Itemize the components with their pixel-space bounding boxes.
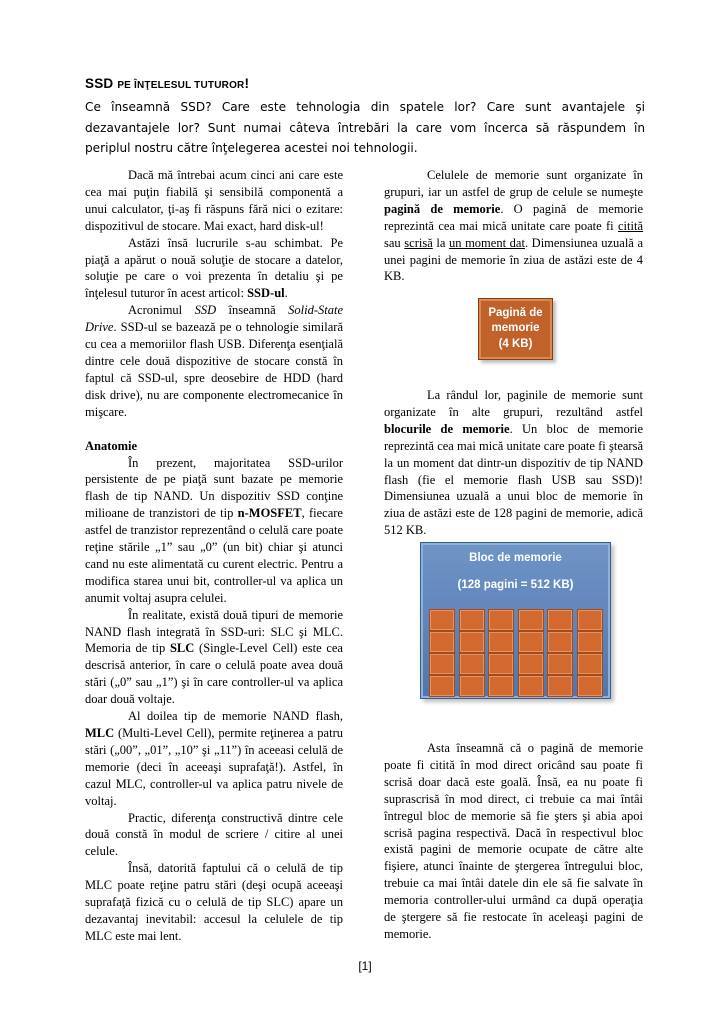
paragraph-text: (Single-Level Cell) este cea descrisă anterior, în care o celulă poate avea două stări („0” sau „1”) şi în care controller-ul va aplica doar două voltaje.: [85, 641, 343, 707]
paragraph-text: . O pagină de memorie reprezintă cea mai mică unitate care poate fi: [384, 201, 643, 233]
page-box-line: Pagină de: [488, 306, 543, 319]
underlined-term: citită: [618, 218, 643, 233]
memory-page-cell: [547, 609, 573, 631]
paragraph: [85, 455, 343, 607]
memory-page-cell: [547, 675, 573, 697]
paragraph: [85, 235, 343, 303]
block-title: Bloc de memorie: [469, 552, 562, 564]
title-end: !: [244, 76, 250, 91]
memory-page-cell: [518, 631, 544, 653]
paragraph: [384, 167, 643, 285]
memory-page-cell: [518, 609, 544, 631]
memory-page-cell: [547, 653, 573, 675]
page-number: [1]: [358, 959, 372, 973]
memory-page-cell: [459, 653, 485, 675]
paragraph-text: La rândul lor, paginile de memorie sunt organizate în alte grupuri, rezultând astfel: [384, 388, 643, 419]
paragraph-text: (Multi-Level Cell), permite reţinerea a patru stări („00”, „01”, „10” şi „11”) în aceeasi celulă de memorie (deci în aceeaşi suprafaţă!). Astfel, în cazul MLC, controller-ul va aplica patru nivele de voltaj.: [85, 726, 343, 808]
paragraph-text: . Un bloc de memorie reprezintă cea mai mică unitate care poate fi ştearsă la un moment dat dintr-un dispozitiv de tip NAND flash (fie el memorie flash USB sau SSD)! Dimensiunea uzuală a unui bloc de memorie în ziua de astăzi este de 128 pagini de memorie, adică 512 KB.: [384, 421, 643, 538]
memory-page-cell: [577, 653, 603, 675]
right-paragraph-erase: [384, 740, 643, 943]
right-paragraph-pages: [384, 167, 643, 285]
memory-page-cell: [488, 631, 514, 653]
memory-page-cell: [459, 609, 485, 631]
bold-term: SSD-ul: [247, 286, 285, 301]
bold-term: pagină de memorie: [384, 201, 501, 216]
paragraph-text: În realitate, există două tipuri de memorie NAND flash integrată în SSD-uri: SLC şi MLC. Memoria de tip: [85, 607, 343, 656]
paragraph-text: , fiecare astfel de tranzistor reprezentând o celulă care poate reţine stările „1” sau „0” (un bit) chiar şi atunci cand nu este alimentată cu curent electric. Pentru a modifica starea unui bit, controller-ul va aplica un anumit voltaj asupra celulei.: [85, 506, 343, 605]
memory-page-cell: [488, 675, 514, 697]
page-box-line: (4 KB): [498, 337, 533, 350]
block-subtitle: (128 pagini = 512 KB): [457, 579, 574, 591]
paragraph: [85, 302, 343, 420]
paragraph-text: sau: [384, 235, 405, 250]
article-title: [85, 76, 655, 91]
paragraph: [85, 607, 343, 708]
paragraph: [85, 708, 343, 809]
intro-paragraph: Ce înseamnă SSD? Care este tehnologia din spatele lor? Care sunt avantajele şi dezavantajele lor? Sunt numai câteva întrebări la care vom încerca să răspundem în periplul nostru către înţelegerea acestei noi tehnologii.: [85, 100, 645, 155]
memory-page-cell: [459, 675, 485, 697]
italic-term: SSD: [194, 303, 217, 318]
memory-page-cell: [429, 631, 455, 653]
paragraph: Însă, datorită faptului că o celulă de tip MLC poate reţine patru stări (deşi ocupă aceeaşi suprafaţă fizică cu o celulă de tip SLC) apare un dezavantaj inevitabil: accesul la celulele de tip MLC este mai lent.: [85, 861, 343, 943]
memory-page-cell: [429, 653, 455, 675]
memory-page-cell: [429, 675, 455, 697]
paragraph-text: la: [432, 235, 449, 250]
paragraph-text: Astăzi însă lucrurile s-au schimbat. Pe piaţă a apărut o nouă soluţie de stocare a datelor, soluţie pe care o voi prezenta în detaliu şi pe înţelesul tuturor în acest articol:: [85, 235, 343, 301]
underlined-term: un moment dat: [448, 235, 525, 250]
paragraph: [384, 387, 643, 539]
memory-page-cell: [577, 609, 603, 631]
underlined-term: scrisă: [404, 235, 433, 250]
paragraph: Practic, diferenţa constructivă dintre cele două constă în modul de scriere / citire al unei celule.: [85, 810, 343, 859]
paragraph-text: Al doilea tip de memorie NAND flash,: [128, 709, 343, 724]
memory-page-cell: [459, 631, 485, 653]
section-heading: Anatomie: [85, 438, 138, 453]
memory-page-cell: [547, 631, 573, 653]
paragraph-text: . SSD-ul se bazează pe o tehnologie similară cu cea a memoriilor flash USB. Diferenţa esenţială dintre cele două dispozitive de stocare constă în faptul că SSD-ul, spre deosebire de HDD (hard disk drive), nu are componente electromecanice în mişcare.: [85, 320, 343, 419]
paragraph: [85, 167, 343, 235]
bold-term: MLC: [85, 726, 115, 740]
paragraph-text: Dacă mă întrebai acum cinci ani care este cea mai puţin fiabilă şi sensibilă componentă a unui calculator, ţi-aş fi răspuns fără nici o ezitare: dispozitivul de stocare. Mai exact, hard disk-ul!: [85, 168, 343, 233]
paragraph-text: .: [284, 286, 288, 301]
memory-page-cell: [518, 675, 544, 697]
paragraph-text: Celulele de memorie sunt organizate în grupuri, iar un astfel de grup de celule se numeşte: [384, 168, 643, 199]
memory-block-diagram: [420, 542, 611, 699]
memory-page-cell: [577, 675, 603, 697]
paragraph-text: Acronimul: [128, 303, 195, 318]
paragraph-text: . Dimensiunea uzuală a unei pagini de memorie în ziua de astăzi este de 4 KB.: [384, 235, 643, 284]
paragraph: Asta înseamnă că o pagină de memorie poate fi citită în mod direct oricând sau poate fi scrisă doar dacă este goală. Însă, ea nu poate fi suprascrisă în mod direct, ci trebuie ca mai întâi întregul bloc de memorie să fie şters şi abia apoi scrisă pagina respectivă. Dacă în respectivul bloc există pagini de memorie ocupate de către alte fişiere, atunci înainte de ştergerea întregului bloc, trebuie ca mai întâi datele din ele să fie salvate în memoria controller-ului urmând ca după operaţia de ştergere să fie restocate în aceleaşi pagini de memorie.: [384, 741, 643, 941]
left-column: [85, 167, 343, 945]
memory-page-cell: [488, 609, 514, 631]
bold-term: blocurile de memorie: [384, 421, 510, 436]
memory-page-cell: [429, 609, 455, 631]
title-ssd: SSD: [85, 76, 114, 91]
title-rest: PE ÎNŢELESUL TUTUROR: [117, 80, 245, 91]
italic-term: Solid-State Drive: [85, 303, 343, 335]
memory-page-cell: [518, 653, 544, 675]
memory-page-cell: [488, 653, 514, 675]
spacer: [85, 421, 343, 438]
paragraph-text: În prezent, majoritatea SSD-urilor persistente de pe piaţă sunt bazate pe memorie flash de tip NAND. Un dispozitiv SSD conţine milioane de tranzistori de tip: [85, 455, 343, 521]
memory-page-cell: [577, 631, 603, 653]
paragraph-text: înseamnă: [216, 303, 289, 318]
bold-term: SLC: [169, 641, 195, 656]
memory-page-box: [478, 298, 553, 360]
page-box-line: memorie: [491, 322, 540, 335]
right-paragraph-blocks: [384, 387, 643, 539]
bold-term: n-MOSFET: [237, 506, 302, 521]
